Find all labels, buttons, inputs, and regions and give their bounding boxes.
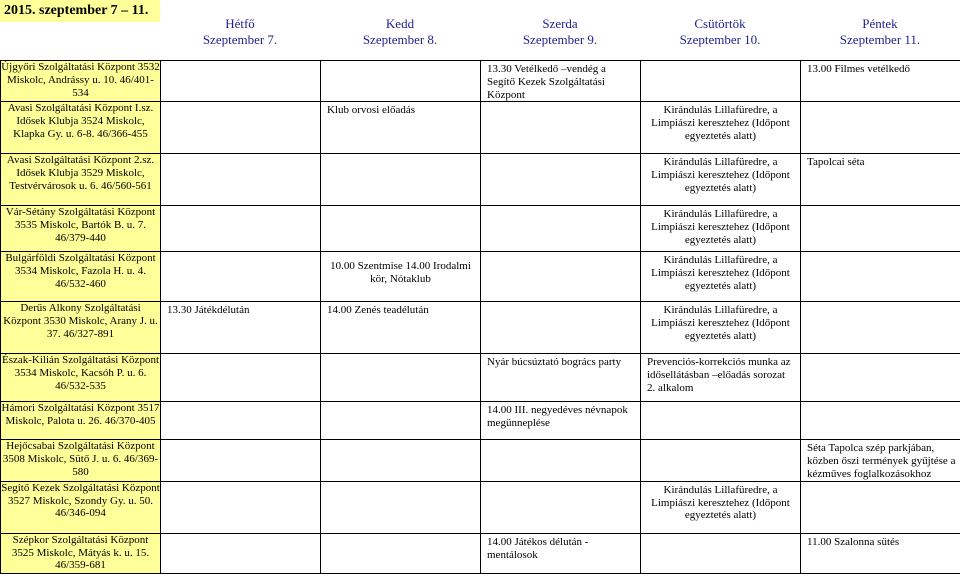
table-row <box>1 206 960 252</box>
event-cell-friday <box>801 206 960 252</box>
day-date: Szeptember 11. <box>800 32 960 48</box>
event-cell-monday <box>161 252 321 302</box>
event-cell-thursday <box>641 61 801 102</box>
event-cell-monday <box>161 61 321 102</box>
event-cell-monday <box>161 206 321 252</box>
event-cell-wednesday <box>481 440 641 481</box>
table-row <box>1 102 960 154</box>
day-name: Kedd <box>320 16 480 32</box>
event-cell-thursday <box>641 402 801 440</box>
table-row <box>1 481 960 533</box>
event-cell-tuesday: Klub orvosi előadás <box>321 102 481 154</box>
event-cell-tuesday <box>321 533 481 573</box>
event-cell-monday <box>161 481 321 533</box>
event-cell-thursday: Kirándulás Lillafüredre, a Limpiászi keresztehez (Időpont egyeztetés alatt) <box>641 154 801 206</box>
day-date: Szeptember 10. <box>640 32 800 48</box>
event-cell-friday <box>801 102 960 154</box>
day-header-friday <box>800 16 960 48</box>
event-cell-thursday <box>641 440 801 481</box>
event-cell-thursday: Kirándulás Lillafüredre, a Limpiászi keresztehez (Időpont egyeztetés alatt) <box>641 206 801 252</box>
event-cell-wednesday: 14.00 Játékos délután - mentálosok <box>481 533 641 573</box>
event-cell-tuesday <box>321 481 481 533</box>
table-row <box>1 354 960 402</box>
day-date: Szeptember 8. <box>320 32 480 48</box>
event-cell-thursday: Kirándulás Lillafüredre, a Limpiászi keresztehez (Időpont egyeztetés alatt) <box>641 252 801 302</box>
event-cell-wednesday: 13.30 Vetélkedő –vendég a Segítő Kezek Szolgáltatási Központ <box>481 61 641 102</box>
event-cell-friday <box>801 354 960 402</box>
event-cell-tuesday: 14.00 Zenés teadélután <box>321 302 481 354</box>
day-name: Szerda <box>480 16 640 32</box>
event-cell-wednesday <box>481 481 641 533</box>
schedule-table <box>0 60 960 574</box>
table-row <box>1 252 960 302</box>
event-cell-friday: 11.00 Szalonna sütés <box>801 533 960 573</box>
location-cell: Bulgárföldi Szolgáltatási Központ 3534 Miskolc, Fazola H. u. 4. 46/532-460 <box>1 252 161 302</box>
event-cell-wednesday <box>481 206 641 252</box>
event-cell-tuesday <box>321 354 481 402</box>
location-cell: Avasi Szolgáltatási Központ 2.sz. Idősek Klubja 3529 Miskolc, Testvérvárosok u. 6. 46/560-561 <box>1 154 161 206</box>
event-cell-friday <box>801 402 960 440</box>
day-name: Hétfő <box>160 16 320 32</box>
event-cell-tuesday <box>321 61 481 102</box>
event-cell-tuesday <box>321 154 481 206</box>
event-cell-monday <box>161 402 321 440</box>
event-cell-tuesday: 10.00 Szentmise 14.00 Irodalmi kör, Nótaklub <box>321 252 481 302</box>
day-name: Péntek <box>800 16 960 32</box>
day-header-thursday <box>640 16 800 48</box>
event-cell-monday <box>161 533 321 573</box>
location-cell: Avasi Szolgáltatási Központ I.sz. Idősek Klubja 3524 Miskolc, Klapka Gy. u. 6-8. 46/366-455 <box>1 102 161 154</box>
day-name: Csütörtök <box>640 16 800 32</box>
table-row <box>1 402 960 440</box>
event-cell-tuesday <box>321 402 481 440</box>
location-cell: Szépkor Szolgáltatási Központ 3525 Miskolc, Mátyás k. u. 15. 46/359-681 <box>1 533 161 573</box>
table-row <box>1 302 960 354</box>
day-date: Szeptember 9. <box>480 32 640 48</box>
location-cell: Észak-Kilián Szolgáltatási Központ 3534 Miskolc, Kacsóh P. u. 6. 46/532-535 <box>1 354 161 402</box>
event-cell-friday <box>801 302 960 354</box>
location-cell: Vár-Sétány Szolgáltatási Központ 3535 Miskolc, Bartók B. u. 7. 46/379-440 <box>1 206 161 252</box>
event-cell-thursday: Kirándulás Lillafüredre, a Limpiászi keresztehez (Időpont egyeztetés alatt) <box>641 302 801 354</box>
table-row <box>1 440 960 481</box>
location-cell: Hámori Szolgáltatási Központ 3517 Miskolc, Palota u. 26. 46/370-405 <box>1 402 161 440</box>
event-cell-thursday <box>641 533 801 573</box>
event-cell-tuesday <box>321 206 481 252</box>
event-cell-monday <box>161 154 321 206</box>
event-cell-wednesday: Nyár búcsúztató bogrács party <box>481 354 641 402</box>
event-cell-thursday: Prevenciós-korrekciós munka az idősellátásban –előadás sorozat 2. alkalom <box>641 354 801 402</box>
event-cell-wednesday <box>481 154 641 206</box>
event-cell-friday: Séta Tapolca szép parkjában, közben őszi termények gyűjtése a kézműves foglalkozásokhoz <box>801 440 960 481</box>
event-cell-wednesday <box>481 252 641 302</box>
event-cell-tuesday <box>321 440 481 481</box>
event-cell-friday: Tapolcai séta <box>801 154 960 206</box>
day-date: Szeptember 7. <box>160 32 320 48</box>
table-row <box>1 533 960 573</box>
event-cell-thursday: Kirándulás Lillafüredre, a Limpiászi keresztehez (Időpont egyeztetés alatt) <box>641 481 801 533</box>
day-header-wednesday <box>480 16 640 48</box>
event-cell-friday <box>801 252 960 302</box>
day-header-monday <box>160 16 320 48</box>
table-row <box>1 154 960 206</box>
event-cell-wednesday: 14.00 III. negyedéves névnapok megünneplése <box>481 402 641 440</box>
location-cell: Segítő Kezek Szolgáltatási Központ 3527 Miskolc, Szondy Gy. u. 50. 46/346-094 <box>1 481 161 533</box>
page-title: 2015. szeptember 7 – 11. <box>0 0 160 22</box>
event-cell-monday <box>161 102 321 154</box>
event-cell-monday <box>161 440 321 481</box>
event-cell-friday: 13.00 Filmes vetélkedő <box>801 61 960 102</box>
table-row <box>1 61 960 102</box>
location-cell: Hejőcsabai Szolgáltatási Központ 3508 Miskolc, Sütő J. u. 6. 46/369-580 <box>1 440 161 481</box>
day-header-tuesday <box>320 16 480 48</box>
event-cell-wednesday <box>481 302 641 354</box>
event-cell-monday: 13.30 Játékdélután <box>161 302 321 354</box>
event-cell-wednesday <box>481 102 641 154</box>
event-cell-thursday: Kirándulás Lillafüredre, a Limpiászi keresztehez (Időpont egyeztetés alatt) <box>641 102 801 154</box>
event-cell-friday <box>801 481 960 533</box>
location-cell: Újgyőri Szolgáltatási Központ 3532 Miskolc, Andrássy u. 10. 46/401-534 <box>1 61 161 102</box>
location-cell: Derűs Alkony Szolgáltatási Központ 3530 Miskolc, Arany J. u. 37. 46/327-891 <box>1 302 161 354</box>
event-cell-monday <box>161 354 321 402</box>
